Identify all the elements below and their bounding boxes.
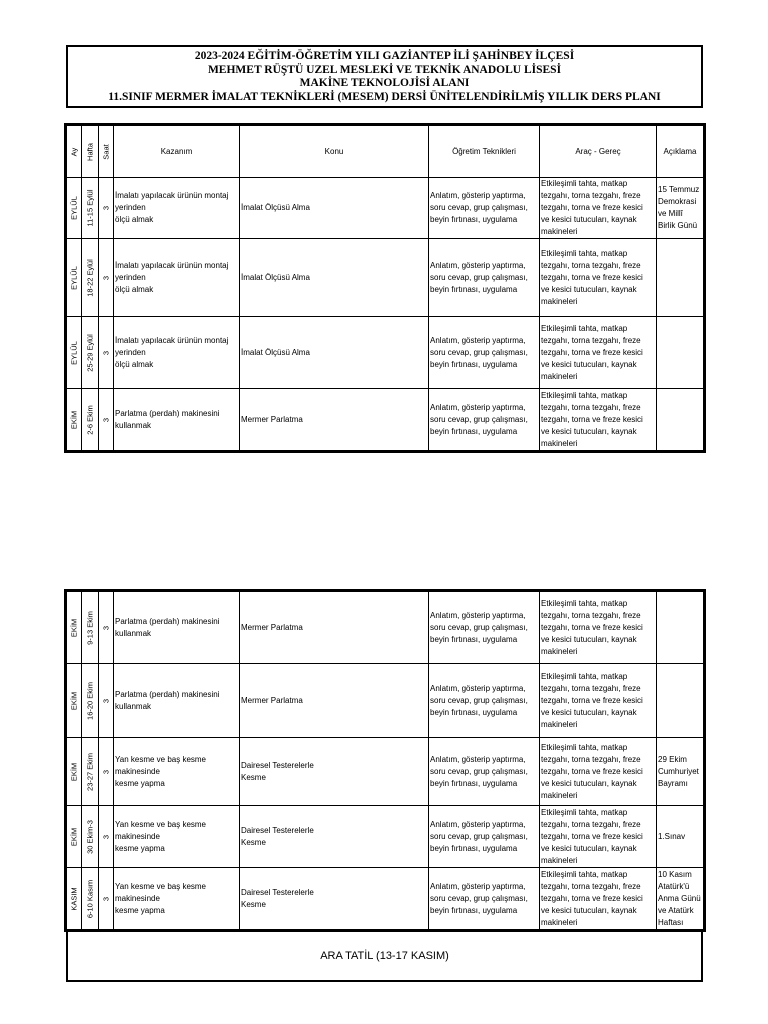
hafta-cell	[82, 664, 99, 738]
saat-cell-text: 3	[101, 896, 111, 901]
ogretim-cell: Anlatım, gösterip yaptırma, soru cevap, grup çalışması, beyin fırtınası, uygulama	[429, 239, 540, 317]
header-arac: Araç - Gereç	[540, 126, 657, 178]
kazanim-cell: Yan kesme ve baş kesme makinesinde kesme yapma	[114, 738, 240, 806]
ay-cell	[67, 664, 82, 738]
aciklama-cell	[657, 317, 704, 389]
hafta-cell	[82, 317, 99, 389]
konu-cell: İmalat Ölçüsü Alma	[240, 178, 429, 239]
saat-cell-text: 3	[101, 417, 111, 422]
ay-cell	[67, 178, 82, 239]
saat-cell-text: 3	[101, 834, 111, 839]
table-row	[67, 317, 704, 389]
hafta-cell	[82, 738, 99, 806]
hafta-cell	[82, 239, 99, 317]
aciklama-cell: 1.Sınav	[657, 806, 704, 868]
aciklama-cell	[657, 592, 704, 664]
ogretim-cell: Anlatım, gösterip yaptırma, soru cevap, grup çalışması, beyin fırtınası, uygulama	[429, 806, 540, 868]
arac-cell: Etkileşimli tahta, matkap tezgahı, torna tezgahı, freze tezgahı, torna ve freze kesici ve kesici tutucuları, kaynak makineleri	[540, 806, 657, 868]
header-ay	[67, 126, 82, 178]
header-hafta-text: Hafta	[85, 142, 95, 161]
hafta-cell-text: 11-15 Eylül	[85, 189, 95, 227]
title-line-2: MEHMET RÜŞTÜ UZEL MESLEKİ VE TEKNİK ANADOLU LİSESİ	[207, 63, 562, 76]
saat-cell	[99, 738, 114, 806]
table-row	[67, 389, 704, 451]
ogretim-cell: Anlatım, gösterip yaptırma, soru cevap, grup çalışması, beyin fırtınası, uygulama	[429, 868, 540, 930]
ay-cell-text: EKİM	[69, 410, 79, 429]
ay-cell	[67, 592, 82, 664]
hafta-cell	[82, 178, 99, 239]
hafta-cell	[82, 868, 99, 930]
konu-cell: İmalat Ölçüsü Alma	[240, 317, 429, 389]
hafta-cell-text: 25-29 Eylül	[85, 333, 95, 372]
table-row	[67, 868, 704, 930]
hafta-cell-text: 9-13 Ekim	[85, 610, 95, 645]
title-line-3: MAKİNE TEKNOLOJİSİ ALANI	[299, 77, 470, 89]
title-line-4: 11.SINIF MERMER İMALAT TEKNİKLERİ (MESEM) DERSİ ÜNİTELENDİRİLMİŞ YILLIK DERS PLANI	[108, 90, 661, 103]
header-konu: Konu	[240, 126, 429, 178]
hafta-cell-text: 18-22 Eylül	[85, 258, 95, 297]
ay-cell	[67, 738, 82, 806]
ogretim-cell: Anlatım, gösterip yaptırma, soru cevap, grup çalışması, beyin fırtınası, uygulama	[429, 389, 540, 451]
ay-cell-text: KASIM	[69, 886, 79, 911]
saat-cell	[99, 664, 114, 738]
ay-cell-text: EKİM	[69, 762, 79, 781]
ogretim-cell: Anlatım, gösterip yaptırma, soru cevap, grup çalışması, beyin fırtınası, uygulama	[429, 664, 540, 738]
plan-table-page-1	[66, 125, 704, 451]
arac-cell: Etkileşimli tahta, matkap tezgahı, torna tezgahı, freze tezgahı, torna ve freze kesici ve kesici tutucuları, kaynak makineleri	[540, 389, 657, 451]
ay-cell-text: EYLÜL	[69, 196, 79, 220]
hafta-cell-text: 6-10 Kasım	[85, 879, 95, 918]
saat-cell	[99, 389, 114, 451]
table-row	[67, 592, 704, 664]
header-saat	[99, 126, 114, 178]
table-row	[67, 239, 704, 317]
arac-cell: Etkileşimli tahta, matkap tezgahı, torna tezgahı, freze tezgahı, torna ve freze kesici ve kesici tutucuları, kaynak makineleri	[540, 239, 657, 317]
hafta-cell-text: 16-20 Ekim	[85, 681, 95, 720]
konu-cell: Mermer Parlatma	[240, 592, 429, 664]
arac-cell: Etkileşimli tahta, matkap tezgahı, torna tezgahı, freze tezgahı, torna ve freze kesici ve kesici tutucuları, kaynak makineleri	[540, 592, 657, 664]
header-kazanim: Kazanım	[114, 126, 240, 178]
kazanim-cell: Parlatma (perdah) makinesini kullanmak	[114, 389, 240, 451]
saat-cell	[99, 592, 114, 664]
header-ogretim: Öğretim Teknikleri	[429, 126, 540, 178]
saat-cell	[99, 317, 114, 389]
kazanim-cell: Yan kesme ve baş kesme makinesinde kesme yapma	[114, 868, 240, 930]
saat-cell	[99, 806, 114, 868]
kazanim-cell: Parlatma (perdah) makinesini kullanmak	[114, 664, 240, 738]
header-hafta	[82, 126, 99, 178]
aciklama-cell	[657, 664, 704, 738]
header-saat-text: Saat	[101, 143, 111, 160]
ogretim-cell: Anlatım, gösterip yaptırma, soru cevap, grup çalışması, beyin fırtınası, uygulama	[429, 317, 540, 389]
title-line-1: 2023-2024 EĞİTİM-ÖĞRETİM YILI GAZİANTEP İLİ ŞAHİNBEY İLÇESİ	[194, 50, 575, 62]
aciklama-cell: 15 Temmuz Demokrasi ve Millî Birlik Günü	[657, 178, 704, 239]
ay-cell	[67, 389, 82, 451]
hafta-cell-text: 23-27 Ekim	[85, 752, 95, 791]
saat-cell-text: 3	[101, 205, 111, 211]
kazanim-cell: İmalatı yapılacak ürünün montaj yerinden ölçü almak	[114, 178, 240, 239]
aciklama-cell: 29 Ekim Cumhuriyet Bayramı	[657, 738, 704, 806]
table-header-row	[67, 126, 704, 178]
arac-cell: Etkileşimli tahta, matkap tezgahı, torna tezgahı, freze tezgahı, torna ve freze kesici ve kesici tutucuları, kaynak makineleri	[540, 178, 657, 239]
ay-cell-text: EKİM	[69, 691, 79, 710]
arac-cell: Etkileşimli tahta, matkap tezgahı, torna tezgahı, freze tezgahı, torna ve freze kesici ve kesici tutucuları, kaynak makineleri	[540, 317, 657, 389]
ay-cell	[67, 239, 82, 317]
konu-cell: İmalat Ölçüsü Alma	[240, 239, 429, 317]
table-row	[67, 806, 704, 868]
ogretim-cell: Anlatım, gösterip yaptırma, soru cevap, grup çalışması, beyin fırtınası, uygulama	[429, 178, 540, 239]
ay-cell-text: EYLÜL	[69, 340, 79, 365]
ay-cell	[67, 806, 82, 868]
arac-cell: Etkileşimli tahta, matkap tezgahı, torna tezgahı, freze tezgahı, torna ve freze kesici ve kesici tutucuları, kaynak makineleri	[540, 738, 657, 806]
arac-cell: Etkileşimli tahta, matkap tezgahı, torna tezgahı, freze tezgahı, torna ve freze kesici ve kesici tutucuları, kaynak makineleri	[540, 664, 657, 738]
hafta-cell	[82, 389, 99, 451]
ogretim-cell: Anlatım, gösterip yaptırma, soru cevap, grup çalışması, beyin fırtınası, uygulama	[429, 738, 540, 806]
plan-title-box	[66, 45, 703, 108]
kazanim-cell: İmalatı yapılacak ürünün montaj yerinden ölçü almak	[114, 317, 240, 389]
ogretim-cell: Anlatım, gösterip yaptırma, soru cevap, grup çalışması, beyin fırtınası, uygulama	[429, 592, 540, 664]
konu-cell: Dairesel Testerelerle Kesme	[240, 806, 429, 868]
konu-cell: Dairesel Testerelerle Kesme	[240, 868, 429, 930]
konu-cell: Mermer Parlatma	[240, 664, 429, 738]
saat-cell-text: 3	[101, 350, 111, 355]
saat-cell-text: 3	[101, 769, 111, 774]
ay-cell	[67, 868, 82, 930]
ay-cell	[67, 317, 82, 389]
hafta-cell-text: 2-6 Ekim	[85, 404, 95, 435]
kazanim-cell: Yan kesme ve baş kesme makinesinde kesme yapma	[114, 806, 240, 868]
table-row	[67, 178, 704, 239]
saat-cell	[99, 868, 114, 930]
kazanim-cell: İmalatı yapılacak ürünün montaj yerinden ölçü almak	[114, 239, 240, 317]
konu-cell: Dairesel Testerelerle Kesme	[240, 738, 429, 806]
ay-cell-text: EYLÜL	[69, 265, 79, 290]
ara-tatil-banner: ARA TATİL (13-17 KASIM)	[66, 930, 703, 982]
saat-cell-text: 3	[101, 698, 111, 703]
table-row	[67, 738, 704, 806]
aciklama-cell	[657, 239, 704, 317]
aciklama-cell: 10 Kasım Atatürk'ü Anma Günü ve Atatürk Haftası	[657, 868, 704, 930]
ay-cell-text: EKİM	[69, 827, 79, 846]
aciklama-cell	[657, 389, 704, 451]
arac-cell: Etkileşimli tahta, matkap tezgahı, torna tezgahı, freze tezgahı, torna ve freze kesici ve kesici tutucuları, kaynak makineleri	[540, 868, 657, 930]
saat-cell-text: 3	[101, 625, 111, 630]
saat-cell-text: 3	[101, 275, 111, 280]
konu-cell: Mermer Parlatma	[240, 389, 429, 451]
saat-cell	[99, 178, 114, 239]
saat-cell	[99, 239, 114, 317]
table-row	[67, 664, 704, 738]
kazanim-cell: Parlatma (perdah) makinesini kullanmak	[114, 592, 240, 664]
header-aciklama: Açıklama	[657, 126, 704, 178]
header-ay-text: Ay	[69, 147, 79, 156]
hafta-cell-text: 30 Ekim-3	[85, 819, 95, 854]
ay-cell-text: EKİM	[69, 618, 79, 637]
plan-table-page-2	[66, 591, 704, 930]
hafta-cell	[82, 592, 99, 664]
hafta-cell	[82, 806, 99, 868]
